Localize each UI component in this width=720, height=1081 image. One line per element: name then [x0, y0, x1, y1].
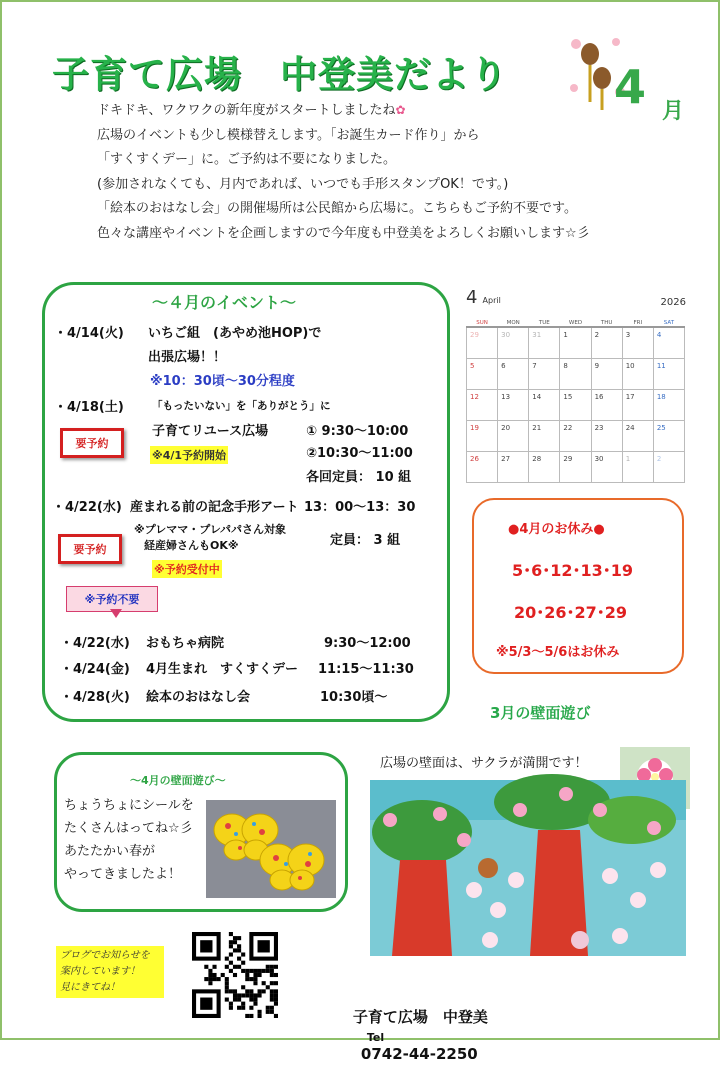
calendar-weekday: FRI — [622, 319, 653, 327]
event-time: ※10：30頃～30分程度 — [150, 374, 295, 389]
calendar-weekday: SAT — [653, 319, 684, 327]
event-name: いちご組 (あやめ池HOP)で — [148, 326, 322, 341]
event-time: 13：00～13：30 — [304, 500, 416, 515]
calendar-day: 3 — [622, 327, 653, 358]
calendar-day: 29 — [467, 327, 498, 358]
calendar-day: 4 — [653, 327, 684, 358]
wall-line: ちょうちょにシールを — [64, 798, 194, 813]
calendar-day: 16 — [591, 389, 622, 420]
page-title: 子育て広場 中登美だより — [52, 53, 508, 96]
calendar-day: 13 — [498, 389, 529, 420]
calendar-day: 8 — [560, 358, 591, 389]
blog-note-line: 案内しています！ — [60, 966, 140, 977]
footer-tel: 0742-44-2250 — [360, 1045, 478, 1063]
blog-note — [56, 946, 164, 998]
no-reservation-callout: ※予約不要 — [66, 586, 158, 612]
calendar-weekday: TUE — [529, 319, 560, 327]
calendar-day: 7 — [529, 358, 560, 389]
list-item-name: 4月生まれ すくすくデー — [146, 662, 299, 677]
calendar-day: 2 — [591, 327, 622, 358]
intro-text — [97, 98, 590, 246]
calendar — [462, 287, 690, 487]
calendar-day: 15 — [560, 389, 591, 420]
event-date: ・4/14(火) — [54, 326, 124, 341]
wall-decoration-photo — [370, 780, 686, 956]
event-date: ・4/22(水) — [52, 500, 122, 515]
calendar-weekday: WED — [560, 319, 591, 327]
list-item-date: ・4/28(火) — [60, 690, 130, 705]
wall-section-title: 3月の壁面遊び — [490, 704, 591, 722]
calendar-day: 22 — [560, 420, 591, 451]
intro-line: (参加されなくても、月内であれば、いつでも手形スタンプOK！です。) — [97, 176, 509, 192]
list-item-time: 11:15～11:30 — [318, 662, 414, 677]
calendar-year: 2026 — [660, 297, 686, 308]
event-capacity: 定員： 3 組 — [330, 533, 401, 548]
list-item-date: ・4/22(水) — [60, 636, 130, 651]
calendar-day: 26 — [467, 451, 498, 482]
calendar-day: 25 — [653, 420, 684, 451]
calendar-day: 18 — [653, 389, 684, 420]
holidays-note: ※5/3～5/6はお休み — [496, 645, 620, 660]
blog-note-line: 見にきてね！ — [60, 982, 120, 993]
calendar-month: 4 — [466, 287, 478, 308]
wall-activity-text — [64, 794, 194, 886]
callout-tail — [110, 609, 122, 618]
event-capacity: 各回定員： 10 組 — [306, 470, 412, 485]
calendar-day: 20 — [498, 420, 529, 451]
event-subtitle: 「もったいない」を「ありがとう」に — [152, 400, 331, 412]
month-number: 4 — [614, 60, 647, 114]
calendar-day: 10 — [622, 358, 653, 389]
intro-line: 「絵本のおはなし会」の開催場所は公民館から広場に。こちらもご予約不要です。 — [97, 201, 577, 216]
event-date: ・4/18(土) — [54, 400, 124, 415]
calendar-weekday: SUN — [467, 319, 498, 327]
wall-line: たくさんはってね☆彡 — [64, 821, 193, 836]
footer-org: 子育て広場 中登美 — [352, 1008, 488, 1026]
calendar-day: 29 — [560, 451, 591, 482]
footer-contact — [332, 988, 488, 1081]
calendar-day: 9 — [591, 358, 622, 389]
calendar-day: 12 — [467, 389, 498, 420]
event-target: 経産婦さんもOK※ — [144, 539, 239, 552]
event-name: 子育てリユース広場 — [152, 424, 269, 439]
event-slot: ②10:30～11:00 — [306, 446, 413, 461]
footer-tel-label: Tel — [366, 1031, 385, 1044]
reservation-start-note: ※4/1予約開始 — [150, 446, 228, 464]
events-title: ～４月のイベント～ — [152, 293, 297, 312]
holidays-title: ●4月のお休み● — [508, 522, 605, 537]
calendar-day: 14 — [529, 389, 560, 420]
holidays-days: 5･6･12･13･19 — [512, 561, 634, 580]
calendar-day: 24 — [622, 420, 653, 451]
butterfly-photo — [206, 800, 336, 898]
calendar-day: 2 — [653, 451, 684, 482]
calendar-day: 31 — [529, 327, 560, 358]
photo-caption: 広場の壁面は、サクラが満開です！ — [380, 756, 588, 771]
list-item-name: おもちゃ病院 — [146, 636, 225, 651]
qr-code-icon[interactable] — [192, 932, 278, 1018]
reservation-required-badge: 要予約 — [60, 428, 124, 458]
list-item-date: ・4/24(金) — [60, 662, 130, 677]
calendar-day: 5 — [467, 358, 498, 389]
holidays-days: 20･26･27･29 — [514, 603, 628, 622]
event-slot: ① 9:30～10:00 — [306, 424, 409, 439]
calendar-grid — [466, 319, 685, 483]
calendar-day: 30 — [591, 451, 622, 482]
calendar-day: 17 — [622, 389, 653, 420]
intro-line: 広場のイベントも少し模様替えします。「お誕生カード作り」から — [97, 127, 480, 143]
list-item-time: 9:30～12:00 — [324, 636, 411, 651]
flower-icon: ✿ — [395, 103, 406, 117]
month-suffix: 月 — [662, 99, 685, 124]
calendar-day: 28 — [529, 451, 560, 482]
calendar-month-name: April — [482, 296, 501, 305]
calendar-day: 1 — [560, 327, 591, 358]
calendar-weekday: MON — [498, 319, 529, 327]
event-name: 産まれる前の記念手形アート — [130, 500, 299, 515]
intro-line: 色々な講座やイベントを企画しますので今年度も中登美をよろしくお願いします☆彡 — [97, 225, 590, 241]
calendar-day: 1 — [622, 451, 653, 482]
calendar-day: 11 — [653, 358, 684, 389]
reservation-open-note: ※予約受付中 — [152, 560, 222, 578]
list-item-time: 10:30頃～ — [320, 690, 388, 705]
intro-line: 「すくすくデー」に。ご予約は不要になりました。 — [97, 152, 397, 167]
wall-line: やってきましたよ！ — [64, 867, 182, 882]
wall-line: あたたかい春が — [64, 844, 156, 859]
wall-activity-title: ～4月の壁面遊び～ — [130, 774, 226, 787]
intro-line: ドキドキ、ワクワクの新年度がスタートしましたね — [97, 103, 396, 118]
event-target: ※プレママ・プレパパさん対象 — [134, 523, 287, 536]
event-name: 出張広場！！ — [148, 350, 227, 365]
blog-note-line: ブログでお知らせを — [60, 950, 150, 961]
calendar-weekday: THU — [591, 319, 622, 327]
calendar-day: 23 — [591, 420, 622, 451]
reservation-required-badge: 要予約 — [58, 534, 122, 564]
calendar-day: 19 — [467, 420, 498, 451]
calendar-day: 30 — [498, 327, 529, 358]
list-item-name: 絵本のおはなし会 — [146, 690, 251, 705]
calendar-day: 21 — [529, 420, 560, 451]
calendar-day: 27 — [498, 451, 529, 482]
calendar-day: 6 — [498, 358, 529, 389]
